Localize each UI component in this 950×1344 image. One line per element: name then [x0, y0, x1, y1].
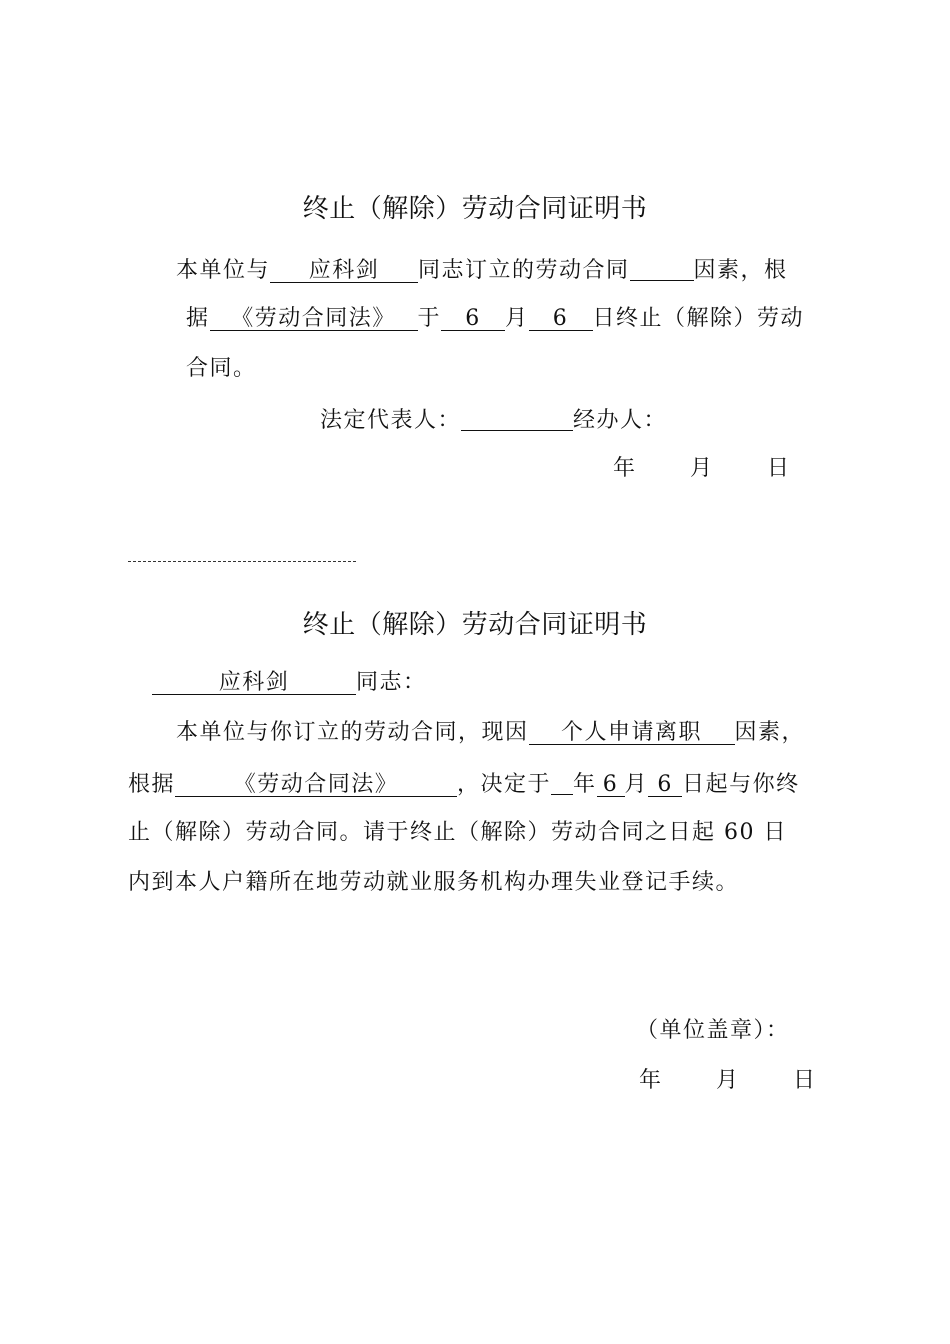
- cert2-paragraph-line-2: 根据 《劳动合同法》 ，决定于 年 6 月 6 日起与你终: [128, 772, 800, 797]
- cert1-date-year: 年: [613, 456, 637, 481]
- handler-label: 经办人：: [573, 408, 668, 433]
- cert1-line-2: 据 《劳动合同法》 于 6 月 6 日终止（解除）劳动: [186, 306, 805, 331]
- cert2-date-year: 年: [639, 1068, 663, 1093]
- cert2-reason: 个人申请离职: [529, 722, 735, 745]
- cert2-paragraph-line-3: 止（解除）劳动合同。请于终止（解除）劳动合同之日起 60 日: [128, 820, 787, 845]
- cert2-salutation: 应科剑 同志：: [152, 672, 427, 695]
- cert1-law-name: 《劳动合同法》: [210, 308, 418, 331]
- cert1-line-1: 本单位与 应科剑 同志订立的劳动合同 因素，根: [176, 258, 788, 283]
- cert1-signature-line: [320, 408, 667, 432]
- cert2-date-month: 月: [716, 1068, 740, 1093]
- cert2-paragraph-line-1: 本单位与你订立的劳动合同，现因 个人申请离职 因素，: [176, 720, 806, 745]
- cert2-date-day: 日: [793, 1068, 817, 1093]
- cert1-employee-name: 应科剑: [270, 260, 418, 283]
- cert1-line-3: 合同。: [186, 356, 257, 381]
- legal-rep-label: 法定代表人：: [320, 408, 462, 433]
- legal-rep-blank: [461, 408, 573, 431]
- cert2-law-name: 《劳动合同法》: [175, 774, 457, 797]
- certificate-title-2: 终止（解除）劳动合同证明书: [302, 610, 648, 640]
- cert1-month: 6: [441, 308, 505, 331]
- cert2-paragraph-line-4: 内到本人户籍所在地劳动就业服务机构办理失业登记手续。: [128, 870, 740, 895]
- cert1-day: 6: [529, 308, 593, 331]
- cert1-date-month: 月: [690, 456, 714, 481]
- cert2-day: 6: [648, 774, 682, 797]
- cert2-seal-label: （单位盖章）：: [636, 1018, 790, 1043]
- cert2-employee-name: 应科剑: [152, 672, 356, 695]
- cert2-month: 6: [597, 774, 625, 797]
- cert1-date-day: 日: [767, 456, 791, 481]
- cert2-year-blank: [551, 772, 573, 795]
- section-divider: [128, 561, 356, 562]
- cert1-reason-blank: [630, 258, 694, 281]
- certificate-title-1: 终止（解除）劳动合同证明书: [302, 194, 648, 224]
